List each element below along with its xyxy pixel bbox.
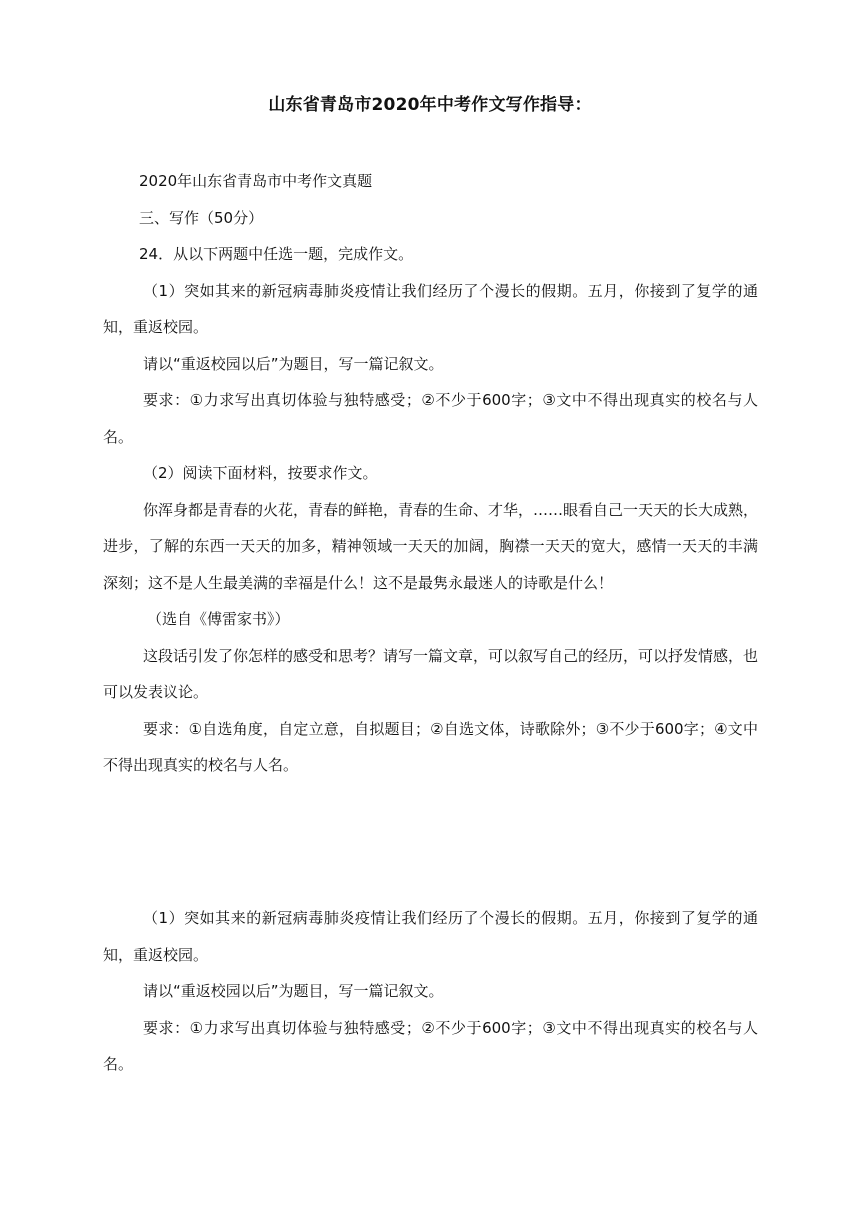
exam-question-section	[103, 163, 758, 784]
document-title: 山东省青岛市2020年中考作文写作指导：	[268, 95, 592, 115]
prompt-1-task-repeat: 请以“重返校园以后”为题目，写一篇记叙文。	[143, 982, 444, 1000]
prompt-2-text: （2）阅读下面材料，按要求作文。	[143, 464, 378, 482]
question-stem: 24．从以下两题中任选一题，完成作文。	[139, 245, 414, 263]
material-source: （选自《傅雷家书》）	[147, 610, 290, 628]
prompt-2-task: 这段话引发了你怎样的感受和思考？请写一篇文章，可以叙写自己的经历，可以抒发情感，也可以发表议论。	[103, 646, 759, 701]
prompt-1-text-repeat: （1）突如其来的新冠病毒肺炎疫情让我们经历了个漫长的假期。五月，你接到了复学的通知，重返校园。	[103, 909, 758, 964]
prompt-2-material: 你浑身都是青春的火花，青春的鲜艳，青春的生命、才华，……眼看自己一天天的长大成熟，进步，了解的东西一天天的加多，精神领域一天天的加阔，胸襟一天天的宽大，感情一天天的丰满深刻；这不是人生最美满的幸福是什么！这不是最隽永最迷人的诗歌是什么！	[103, 500, 759, 592]
prompt-1-requirements: 要求：①力求写出真切体验与独特感受；②不少于600字；③文中不得出现真实的校名与人名。	[103, 391, 758, 446]
exam-heading: 2020年山东省青岛市中考作文真题	[139, 172, 373, 190]
prompt-1-requirements-repeat: 要求：①力求写出真切体验与独特感受；②不少于600字；③文中不得出现真实的校名与人名。	[103, 1018, 758, 1073]
prompt-2-requirements: 要求：①自选角度，自定立意，自拟题目；②自选文体，诗歌除外；③不少于600字；④文中不得出现真实的校名与人名。	[103, 719, 758, 774]
part-heading: 三、写作（50分）	[139, 208, 264, 227]
repeated-prompt-section	[103, 900, 758, 1083]
prompt-1-text: （1）突如其来的新冠病毒肺炎疫情让我们经历了个漫长的假期。五月，你接到了复学的通知，重返校园。	[103, 281, 758, 336]
prompt-1-task: 请以“重返校园以后”为题目，写一篇记叙文。	[143, 354, 444, 373]
